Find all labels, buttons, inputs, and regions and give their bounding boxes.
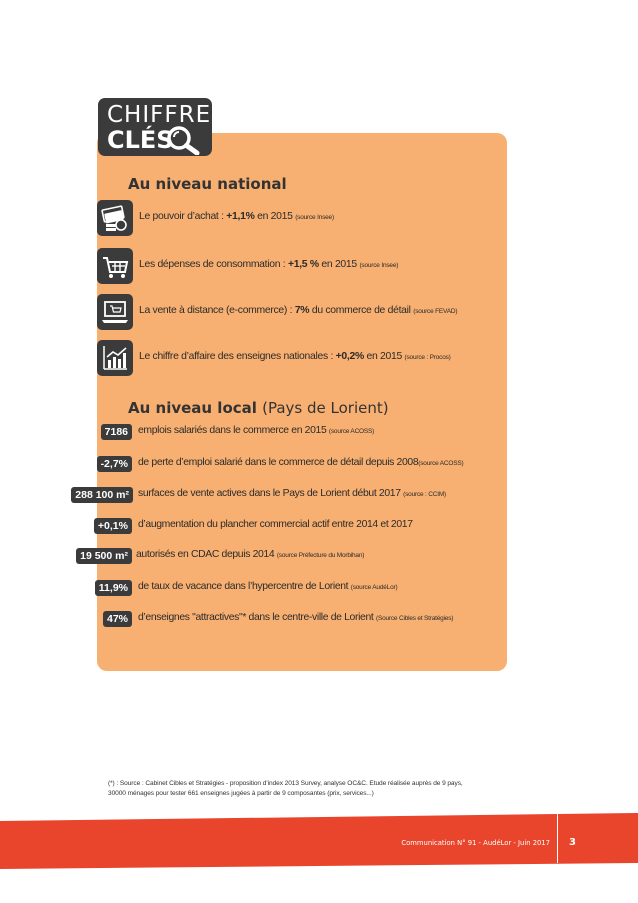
national-item-text: Les dépenses de consommation : +1,5 % en 2015 (source Insee): [139, 259, 399, 270]
national-section-title: Au niveau national: [128, 175, 287, 193]
national-item-turnover: [97, 340, 517, 376]
magnifier-icon: [164, 123, 206, 155]
value-pill: 288 100 m²: [71, 487, 133, 503]
national-item-text: La vente à distance (e-commerce) : 7% du commerce de détail (source FEVAD): [139, 305, 458, 316]
national-item-text: Le pouvoir d’achat : +1,1% en 2015 (source Insee): [139, 211, 334, 222]
value-pill: 7186: [101, 424, 132, 440]
value-pill: -2,7%: [97, 456, 132, 472]
shopping-cart-icon: [97, 248, 133, 284]
footnote-line1: (*) : Source : Cabinet Cibles et Stratégies - proposition d’index 2013 Survey, analyse OC&C. Etude réalisée auprès de 9 pays,: [108, 780, 463, 787]
value-pill: 47%: [103, 611, 132, 627]
local-item-surfaces: [0, 487, 133, 503]
local-item-text: de perte d’emploi salarié dans le commerce de détail depuis 2008(source ACOSS): [138, 457, 464, 468]
local-item-text: surfaces de vente actives dans le Pays de Lorient début 2017 (source : CCIM): [138, 488, 447, 499]
local-item-text: de taux de vacance dans l’hypercentre de Lorient (source AudéLor): [138, 581, 398, 592]
value-pill: 11,9%: [95, 580, 132, 596]
local-item-cdac: [0, 548, 132, 564]
local-item-job-loss: [0, 456, 132, 472]
growth-chart-icon: [97, 340, 133, 376]
footer-band: [0, 813, 638, 903]
national-item-consumption: [97, 248, 517, 284]
national-item-text: Le chiffre d’affaire des enseignes nationales : +0,2% en 2015 (source : Procos): [139, 351, 451, 362]
national-item-ecommerce: [97, 294, 517, 330]
money-coins-icon: [97, 200, 133, 236]
national-item-purchasing-power: [97, 200, 517, 236]
local-item-attractive: [0, 611, 132, 627]
value-pill: 19 500 m²: [76, 548, 132, 564]
local-item-vacancy: [0, 580, 132, 596]
local-item-text: autorisés en CDAC depuis 2014 (source Préfecture du Morbihan): [136, 549, 365, 560]
key-figures-badge: [98, 98, 227, 156]
footer-publication: Communication N° 91 - AudéLor - Juin 2017: [401, 839, 550, 847]
local-item-employees: [0, 424, 132, 440]
local-item-text: d’enseignes "attractives"* dans le centre-ville de Lorient (Source Cibles et Stratégies): [138, 612, 454, 623]
page-footer: [0, 813, 638, 903]
badge-line2: CLÉS: [107, 126, 174, 154]
footnote-line2: 30000 ménages pour tester 661 enseignes jugées à partir de 9 composantes (prix, services...): [108, 790, 374, 797]
local-section-title: Au niveau local (Pays de Lorient): [128, 399, 389, 417]
local-item-text: emplois salariés dans le commerce en 2015 (source ACOSS): [138, 425, 375, 436]
footnote: [108, 779, 463, 799]
badge-line1: CHIFFRES: [107, 102, 227, 128]
page-number: 3: [569, 837, 576, 848]
laptop-cart-icon: [97, 294, 133, 330]
local-item-text: d’augmentation du plancher commercial actif entre 2014 et 2017: [138, 519, 413, 530]
footer-separator: [557, 813, 558, 863]
value-pill: +0,1%: [94, 518, 132, 534]
local-item-floor-increase: [0, 518, 132, 534]
